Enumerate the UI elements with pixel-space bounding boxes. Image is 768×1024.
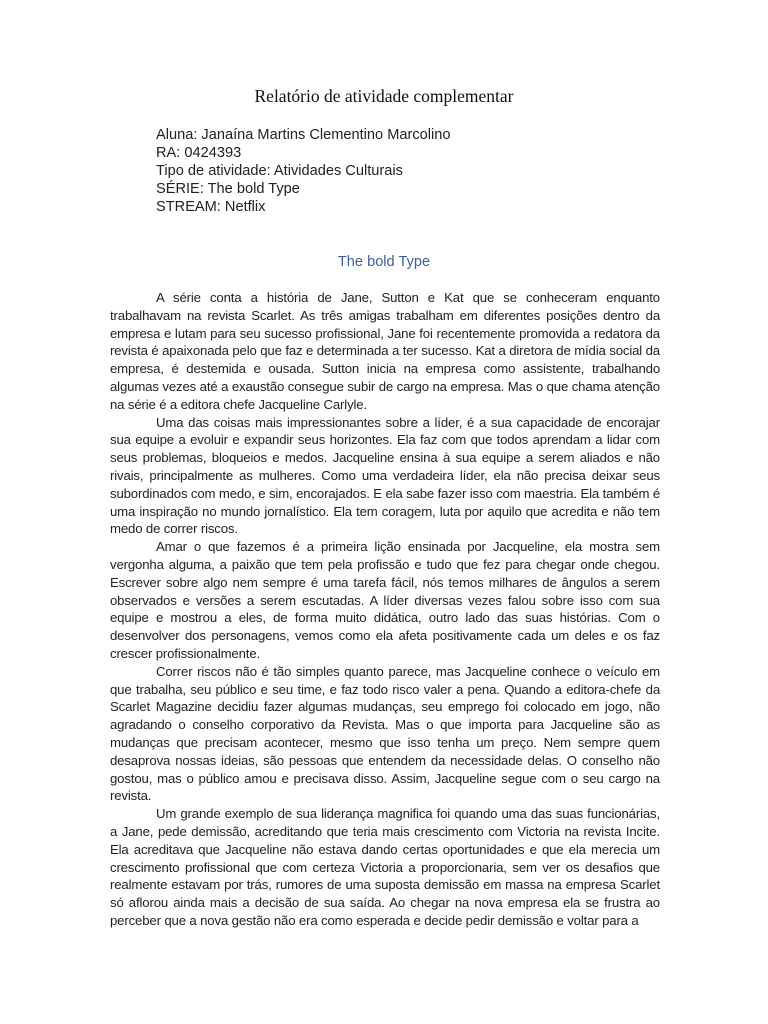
paragraph: Amar o que fazemos é a primeira lição ensinada por Jacqueline, ela mostra sem vergonha alguma, a paixão que tem pela profissão e tudo que fez para chegar onde chegou. Escrever sobre algo nem sempre é uma tarefa fácil, nós temos milhares de ângulos a serem observados e versões a serem escutadas. A líder diversas vezes falou sobre isso com sua equipe e mostrou a eles, de forma muito didática, outro lado das suas histórias. Com o desenvolver dos personagens, vemos como ela afeta positivamente cada um deles e os faz crescer profissionalmente. (110, 539, 660, 661)
paragraph: A série conta a história de Jane, Sutton e Kat que se conheceram enquanto trabalhavam na revista Scarlet. As três amigas trabalham em diferentes posições dentro da empresa e lutam para seu sucesso profissional, Jane foi recentemente promovida a redatora da revista é apaixonada pelo que faz e determinada a ter sucesso. Kat a diretora de mídia social da empresa, é destemida e ousada. Sutton inicia na empresa como assistente, trabalhando algumas vezes até a exaustão consegue subir de cargo na empresa. Mas o que chama atenção na série é a editora chefe Jacqueline Carlyle. (110, 290, 660, 412)
meta-series: SÉRIE: The bold Type (156, 181, 300, 197)
meta-stream: STREAM: Netflix (156, 199, 266, 215)
section-title: The bold Type (337, 254, 431, 270)
meta-activity-type: Tipo de atividade: Atividades Culturais (156, 163, 403, 179)
paragraph: Uma das coisas mais impressionantes sobre a líder, é a sua capacidade de encorajar sua equipe a evoluir e expandir seus horizontes. Ela faz com que todos aprendam a lidar com seus problemas, bloqueios e medos. Jacqueline ensina à sua equipe a serem aliados e não rivais, principalmente as mulheres. Como uma verdadeira líder, ela não precisa deixar seus subordinados com medo, e sim, encorajados. E ela sabe fazer isso com maestria. Ela também é uma inspiração no mundo jornalístico. Ela tem coragem, luta por aquilo que acredita e não tem medo de correr riscos. (110, 414, 661, 537)
document-meta (156, 126, 450, 216)
document-title: Relatório de atividade complementar (254, 86, 514, 106)
meta-student: Aluna: Janaína Martins Clementino Marcolino (156, 127, 451, 143)
paragraph: Correr riscos não é tão simples quanto parece, mas Jacqueline conhece o veículo em que trabalha, seu público e seu time, e faz todo risco valer a pena. Quando a editora-chefe da Scarlet Magazine decidiu fazer algumas mudanças, seu emprego foi colocado em jogo, não agradando o conselho corporativo da Revista. Mas o que importa para Jacqueline são as mudanças que precisam acontecer, mesmo que isso tenha um preço. Nem sempre quem desaprova nossas ideias, são pessoas que entendem da necessidade delas. O conselho não gostou, mas o público amou e precisava disso. Assim, Jacqueline segue com o seu cargo na revista. (110, 663, 660, 804)
meta-ra: RA: 0424393 (156, 145, 242, 161)
paragraph: Um grande exemplo de sua liderança magnifica foi quando uma das suas funcionárias, a Jane, pede demissão, acreditando que teria mais crescimento com Victoria na revista Incite. Ela acreditava que Jacqueline não estava dando certas oportunidades e que ela merecia um crescimento profissional que com certeza Victoria a proporcionaria, sem ver os desafios que realmente estavam por trás, rumores de uma suposta demissão em massa na empresa Scarlet só aflorou ainda mais a decisão de sua saída. Ao chegar na nova empresa ela se frustra ao perceber que a nova gestão não era como esperada e decide pedir demissão e voltar para a (110, 806, 660, 928)
body-text (110, 289, 660, 930)
